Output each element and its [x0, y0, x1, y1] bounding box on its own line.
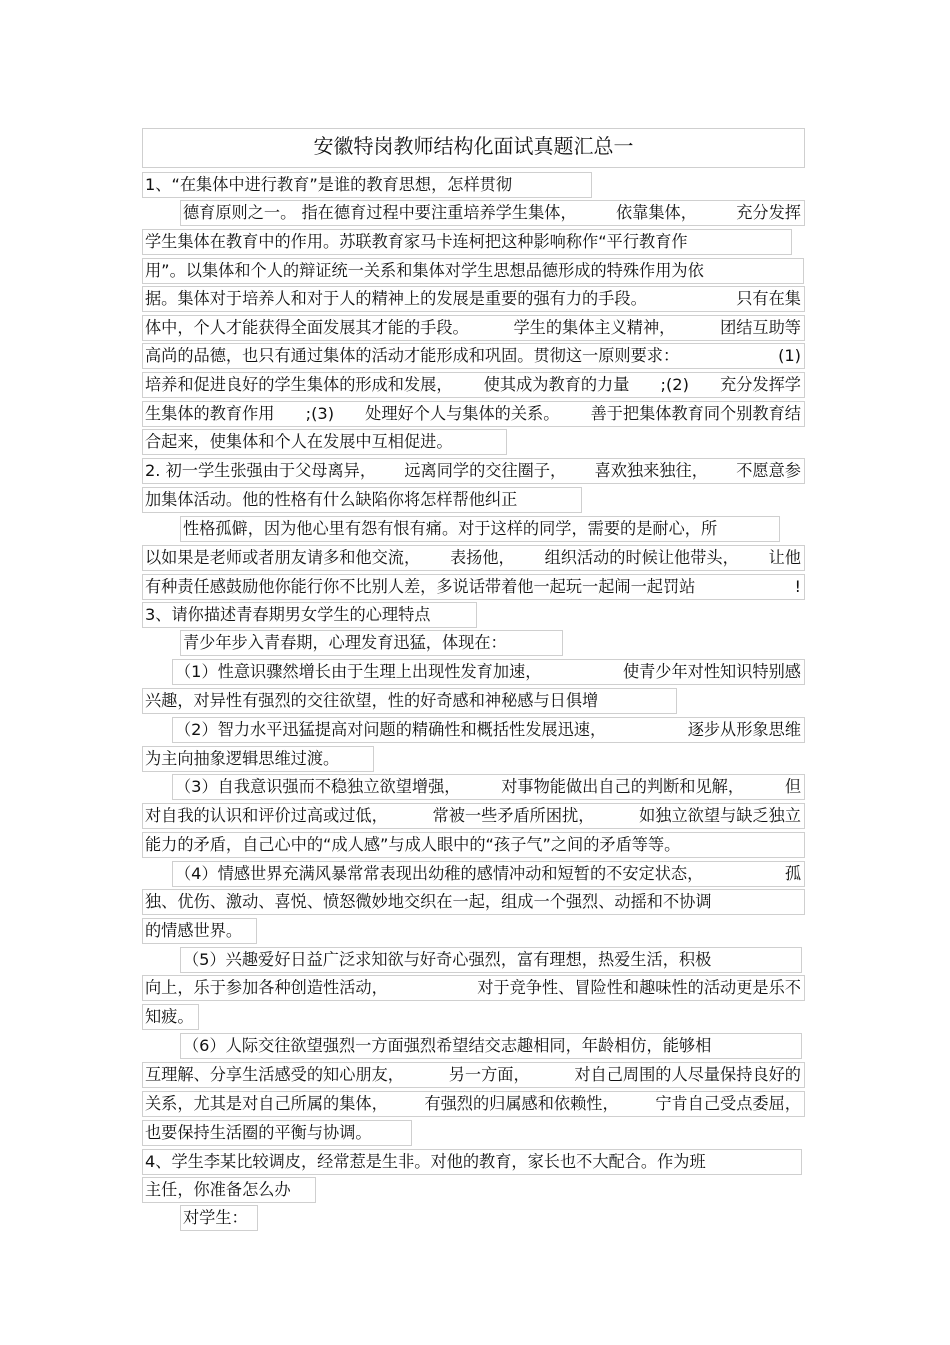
text-segment: 4、学生李某比较调皮，经常惹是生非。对他的教育，家长也不大配合。作为班 [145, 1152, 706, 1171]
text-segment: 充分发挥 [736, 203, 801, 222]
text-segment: 高尚的品德，也只有通过集体的活动才能形成和巩固。贯彻这一原则要求： [145, 346, 680, 365]
text-segment: 让他 [768, 548, 801, 567]
text-line [142, 1177, 316, 1203]
text-segment: 据。集体对于培养人和对于人的精神上的发展是重要的强有力的手段。 [145, 289, 647, 308]
text-segment: 合起来，使集体和个人在发展中互相促进。 [145, 432, 453, 451]
text-line [172, 717, 805, 743]
text-segment: 独、优伤、激动、喜悦、愤怒微妙地交织在一起，组成一个强烈、动摇和不协调 [145, 892, 712, 911]
text-segment: ;(2) [660, 375, 689, 394]
text-segment: ;(3) [305, 404, 335, 423]
text-segment: 能力的矛盾，自己心中的“成人感”与成人眼中的“孩子气”之间的矛盾等等。 [145, 835, 681, 854]
text-line [142, 746, 374, 772]
text-line [172, 861, 805, 887]
text-segment: 孤 [784, 864, 801, 883]
text-segment: 青少年步入青春期，心理发育迅猛，体现在： [183, 633, 507, 652]
text-segment: 另一方面， [448, 1065, 530, 1084]
text-segment: 性格孤僻，因为他心里有怨有恨有痛。对于这样的同学，需要的是耐心，所 [183, 519, 718, 538]
text-segment: 对于竞争性、冒险性和趣味性的活动更是乐不 [477, 978, 801, 997]
text-line [142, 1149, 802, 1175]
text-line [142, 258, 804, 284]
text-segment: （1）性意识骤然增长由于生理上出现性发育加速， [175, 662, 542, 681]
text-line [142, 574, 805, 600]
text-segment: 使青少年对性知识特别感 [622, 662, 801, 681]
text-segment: 远离同学的交往圈子， [404, 461, 567, 480]
text-line [142, 918, 257, 944]
text-segment: 但 [784, 777, 801, 796]
text-segment: 生集体的教育作用 [145, 404, 275, 423]
text-segment: 对自己周围的人尽量保持良好的 [574, 1065, 801, 1084]
text-segment: 喜欢独来独往， [594, 461, 708, 480]
text-segment: 不愿意参 [736, 461, 801, 480]
text-line [142, 286, 805, 312]
text-line [142, 975, 805, 1001]
text-segment: 互理解、分享生活感受的知心朋友， [145, 1065, 404, 1084]
text-line [142, 803, 805, 829]
text-segment: （3）自我意识强而不稳独立欲望增强， [175, 777, 461, 796]
text-segment: 善于把集体教育同个别教育结 [590, 404, 801, 423]
text-segment: ! [794, 577, 801, 596]
text-line [142, 429, 507, 455]
text-segment: 3、请你描述青春期男女学生的心理特点 [145, 605, 431, 624]
text-segment: 体中，个人才能获得全面发展其才能的手段。 [145, 318, 469, 337]
text-segment: 知疲。 [145, 1007, 194, 1026]
text-line [142, 401, 805, 427]
text-segment: 有强烈的归属感和依赖性， [424, 1094, 619, 1113]
text-segment: 学生集体在教育中的作用。苏联教育家马卡连柯把这种影响称作“平行教育作 [145, 232, 688, 251]
text-line [180, 200, 805, 226]
text-line [142, 458, 805, 484]
text-line [172, 659, 805, 685]
text-line [142, 1062, 805, 1088]
text-line [180, 1205, 258, 1231]
text-segment: 宁肯自己受点委屈， [655, 1094, 801, 1113]
text-line [180, 1033, 802, 1059]
text-segment: 学生的集体主义精神， [513, 318, 676, 337]
text-segment: 也要保持生活圈的平衡与协调。 [145, 1123, 372, 1142]
text-line [142, 545, 805, 571]
text-line [142, 372, 805, 398]
text-segment: （2）智力水平迅猛提高对问题的精确性和概括性发展迅速， [175, 720, 607, 739]
text-segment: （4）情感世界充满风暴常常表现出幼稚的感情冲动和短暂的不安定状态， [175, 864, 704, 883]
text-segment: 团结互助等 [720, 318, 801, 337]
text-segment: 1、“在集体中进行教育”是谁的教育思想，怎样贯彻 [145, 175, 513, 194]
text-line [142, 172, 592, 198]
text-line [142, 1120, 412, 1146]
text-segment: 表扬他， [450, 548, 515, 567]
text-segment: 组织活动的时候让他带头， [544, 548, 739, 567]
text-line [142, 602, 477, 628]
text-segment: 向上，乐于参加各种创造性活动， [145, 978, 388, 997]
text-line [180, 947, 802, 973]
text-line [142, 1004, 199, 1030]
text-segment: 对学生： [183, 1208, 248, 1227]
text-segment: (1) [778, 346, 801, 365]
text-segment: 充分发挥学 [720, 375, 801, 394]
text-segment: 对事物能做出自己的判断和见解， [501, 777, 745, 796]
text-line [180, 630, 563, 656]
text-segment: 培养和促进良好的学生集体的形成和发展， [145, 375, 453, 394]
text-segment: 常被一些矛盾所困扰， [432, 806, 595, 825]
text-segment: 以如果是老师或者朋友请多和他交流， [145, 548, 421, 567]
text-line [142, 832, 805, 858]
text-segment: 对自我的认识和评价过高或过低， [145, 806, 388, 825]
text-segment: 用”。以集体和个人的辩证统一关系和集体对学生思想品德形成的特殊作用为依 [145, 261, 704, 280]
text-segment: 如独立欲望与缺乏独立 [639, 806, 801, 825]
text-segment: 为主向抽象逻辑思维过渡。 [145, 749, 340, 768]
text-segment: 只有在集 [736, 289, 801, 308]
text-segment: （6）人际交往欲望强烈一方面强烈希望结交志趣相同，年龄相仿，能够相 [183, 1036, 712, 1055]
text-segment: 使其成为教育的力量 [483, 375, 630, 394]
text-line [142, 1091, 805, 1117]
text-line [142, 889, 805, 915]
text-segment: 的情感世界。 [145, 921, 243, 940]
text-line [142, 688, 677, 714]
text-line [142, 229, 792, 255]
text-segment: 逐步从形象思维 [687, 720, 801, 739]
document-title: 安徽特岗教师结构化面试真题汇总一 [142, 128, 805, 168]
text-segment: 依靠集体， [615, 203, 697, 222]
text-segment: （5）兴趣爱好日益广泛求知欲与好奇心强烈，富有理想，热爱生活，积极 [183, 950, 712, 969]
text-line [142, 315, 805, 341]
text-segment: 关系，尤其是对自己所属的集体， [145, 1094, 388, 1113]
text-segment: 主任，你准备怎么办 [145, 1180, 291, 1199]
text-segment: 加集体活动。他的性格有什么缺陷你将怎样帮他纠正 [145, 490, 518, 509]
text-segment: 兴趣，对异性有强烈的交往欲望，性的好奇感和神秘感与日俱增 [145, 691, 599, 710]
text-line [180, 516, 780, 542]
text-segment: 2. 初一学生张强由于父母离异， [145, 461, 377, 480]
text-segment: 处理好个人与集体的关系。 [365, 404, 560, 423]
text-segment: 有种责任感鼓励他你能行你不比别人差，多说话带着他一起玩一起闹一起罚站 [145, 577, 696, 596]
text-line [142, 487, 582, 513]
text-line [142, 343, 805, 369]
text-line [172, 774, 805, 800]
text-segment: 德育原则之一。 指在德育过程中要注重培养学生集体， [183, 203, 577, 222]
